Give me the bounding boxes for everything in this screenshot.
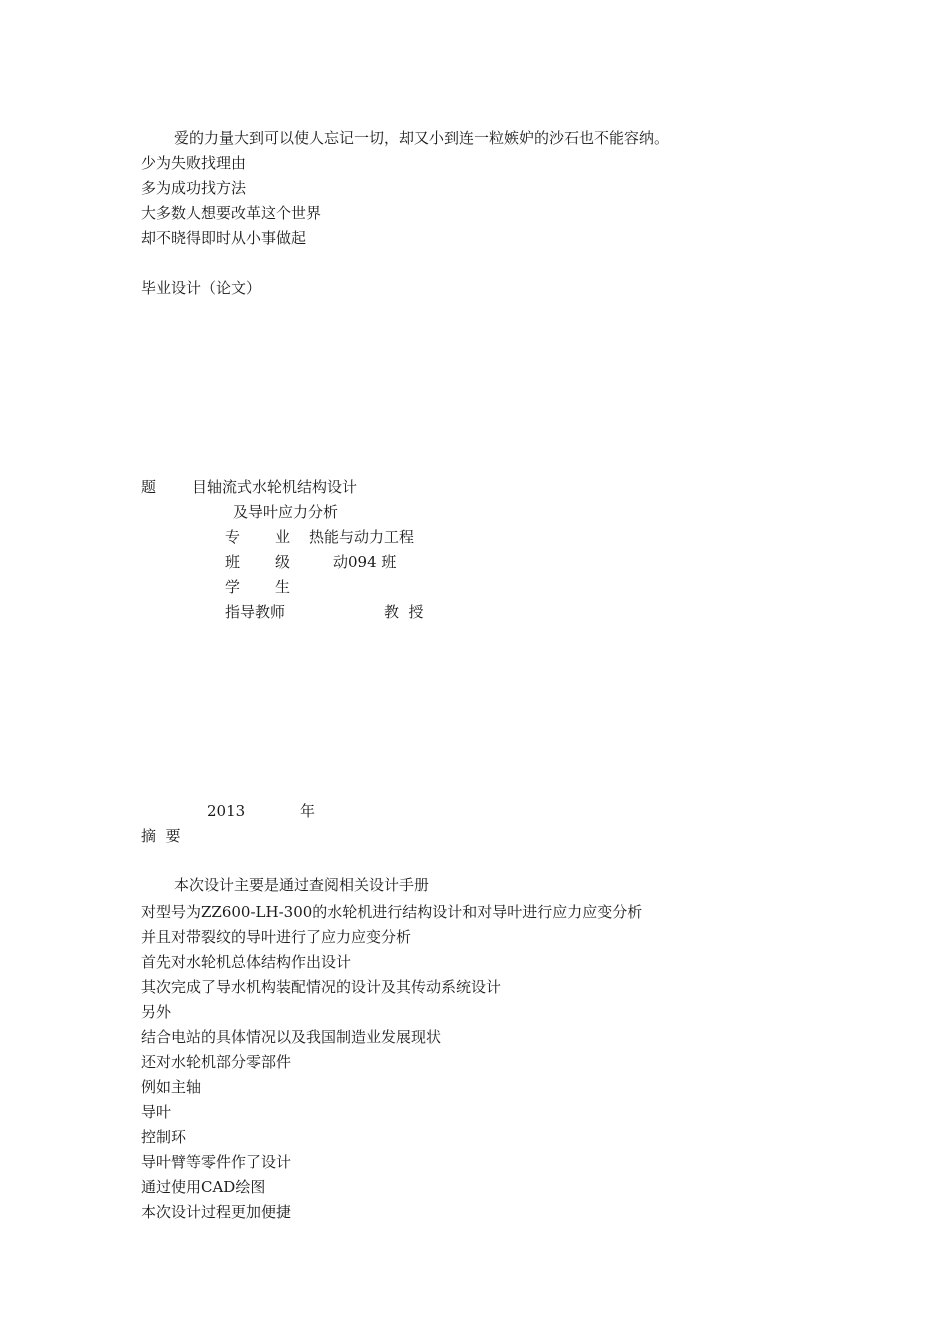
- field-class-value: 动094 班: [333, 553, 397, 571]
- year-unit: 年: [300, 802, 316, 820]
- abstract-line: 结合电站的具体情况以及我国制造业发展现状: [141, 1028, 442, 1046]
- abstract-line: 并且对带裂纹的导叶进行了应力应变分析: [141, 928, 412, 946]
- abstract-line: 导叶臂等零件作了设计: [141, 1153, 292, 1171]
- abstract-line: 另外: [141, 1003, 172, 1021]
- abstract-heading: 摘 要: [141, 827, 181, 845]
- abstract-body: [141, 900, 642, 1225]
- advisor-label: 指导教师: [225, 603, 286, 621]
- intro-line: 少为失败找理由: [141, 154, 247, 172]
- title-label: 题: [141, 478, 157, 496]
- intro-quote: 爱的力量大到可以使人忘记一切，却又小到连一粒嫉妒的沙石也不能容纳。: [174, 129, 670, 147]
- field-class-label-a: 班: [225, 553, 241, 571]
- title-line-1: 目轴流式水轮机结构设计: [192, 478, 358, 496]
- abstract-line: 例如主轴: [141, 1078, 202, 1096]
- doc-type: 毕业设计（论文）: [141, 279, 262, 297]
- title-line-2: 及导叶应力分析: [233, 503, 339, 521]
- field-major-label-b: 业: [275, 528, 291, 546]
- abstract-line: 控制环: [141, 1128, 187, 1146]
- field-student-label-b: 生: [275, 578, 291, 596]
- field-student-label-a: 学: [225, 578, 241, 596]
- advisor-title: 教 授: [384, 603, 424, 621]
- intro-line: 大多数人想要改革这个世界: [141, 204, 322, 222]
- abstract-line: 其次完成了导水机构装配情况的设计及其传动系统设计: [141, 978, 502, 996]
- abstract-line: 首先对水轮机总体结构作出设计: [141, 953, 352, 971]
- field-major-label-a: 专: [225, 528, 241, 546]
- intro-line: 多为成功找方法: [141, 179, 247, 197]
- abstract-line: 通过使用CAD绘图: [141, 1178, 266, 1196]
- abstract-line: 对型号为ZZ600-LH-300的水轮机进行结构设计和对导叶进行应力应变分析: [141, 903, 643, 921]
- field-major-value: 热能与动力工程: [309, 528, 415, 546]
- field-class-label-b: 级: [275, 553, 291, 571]
- abstract-first-line: 本次设计主要是通过查阅相关设计手册: [174, 876, 430, 894]
- abstract-line: 本次设计过程更加便捷: [141, 1203, 292, 1221]
- abstract-line: 导叶: [141, 1103, 172, 1121]
- year: 2013: [207, 802, 246, 820]
- intro-line: 却不晓得即时从小事做起: [141, 229, 307, 247]
- abstract-line: 还对水轮机部分零部件: [141, 1053, 292, 1071]
